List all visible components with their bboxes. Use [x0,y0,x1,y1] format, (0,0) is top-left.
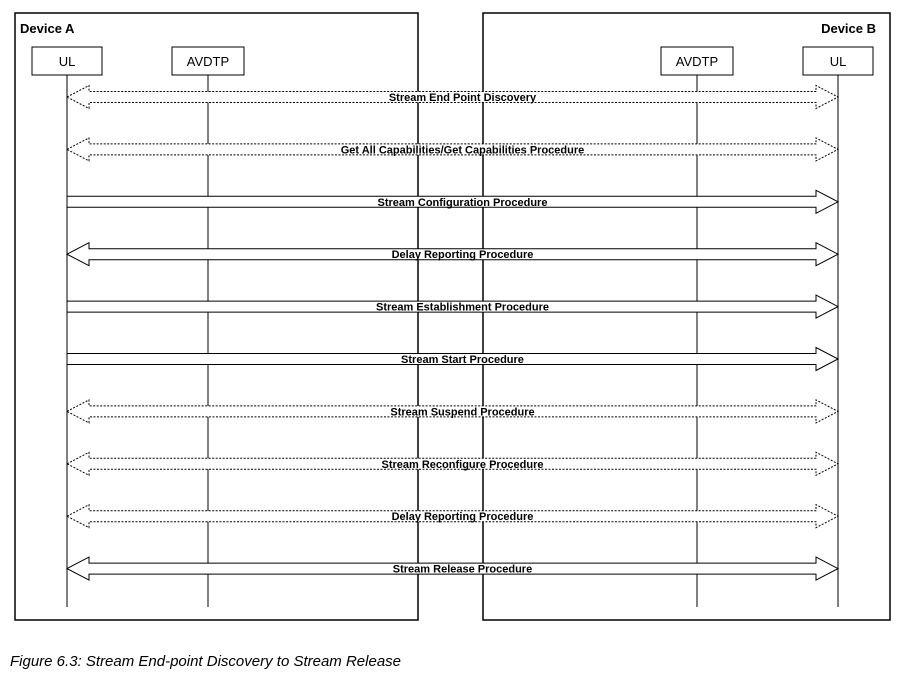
procedure-label: Stream Start Procedure [401,354,524,366]
entity-label: UL [58,54,76,69]
procedure-label: Stream Establishment Procedure [375,301,550,314]
procedure-label: Stream Release Procedure [392,563,533,576]
entity-label: UL [829,54,847,69]
figure-caption: Figure 6.3: Stream End-point Discovery to Stream Release [10,653,402,670]
procedure-label: Delay Reporting Procedure [391,511,534,524]
entity-b-avdtp [661,47,733,75]
device-a-frame [15,13,418,620]
procedure-label: Stream End Point Discovery [388,92,537,104]
device-b-label: Device B [821,21,876,36]
device-a-label: Device A [20,21,75,36]
entity-a-avdtp [172,47,244,75]
entity-b-ul [803,47,873,75]
entity-label: AVDTP [675,54,719,69]
device-b-frame [483,13,890,620]
entity-a-ul [32,47,102,75]
procedure-label: Delay Reporting Procedure [391,249,534,262]
procedure-label: Stream Reconfigure Procedure [381,458,544,471]
procedure-arrows [67,86,838,581]
procedure-label: Stream Configuration Procedure [377,196,548,209]
entity-label: AVDTP [186,54,230,69]
procedure-label: Get All Capabilities/Get Capabilities Procedure [340,144,585,157]
procedure-label: Stream Suspend Procedure [390,406,535,419]
